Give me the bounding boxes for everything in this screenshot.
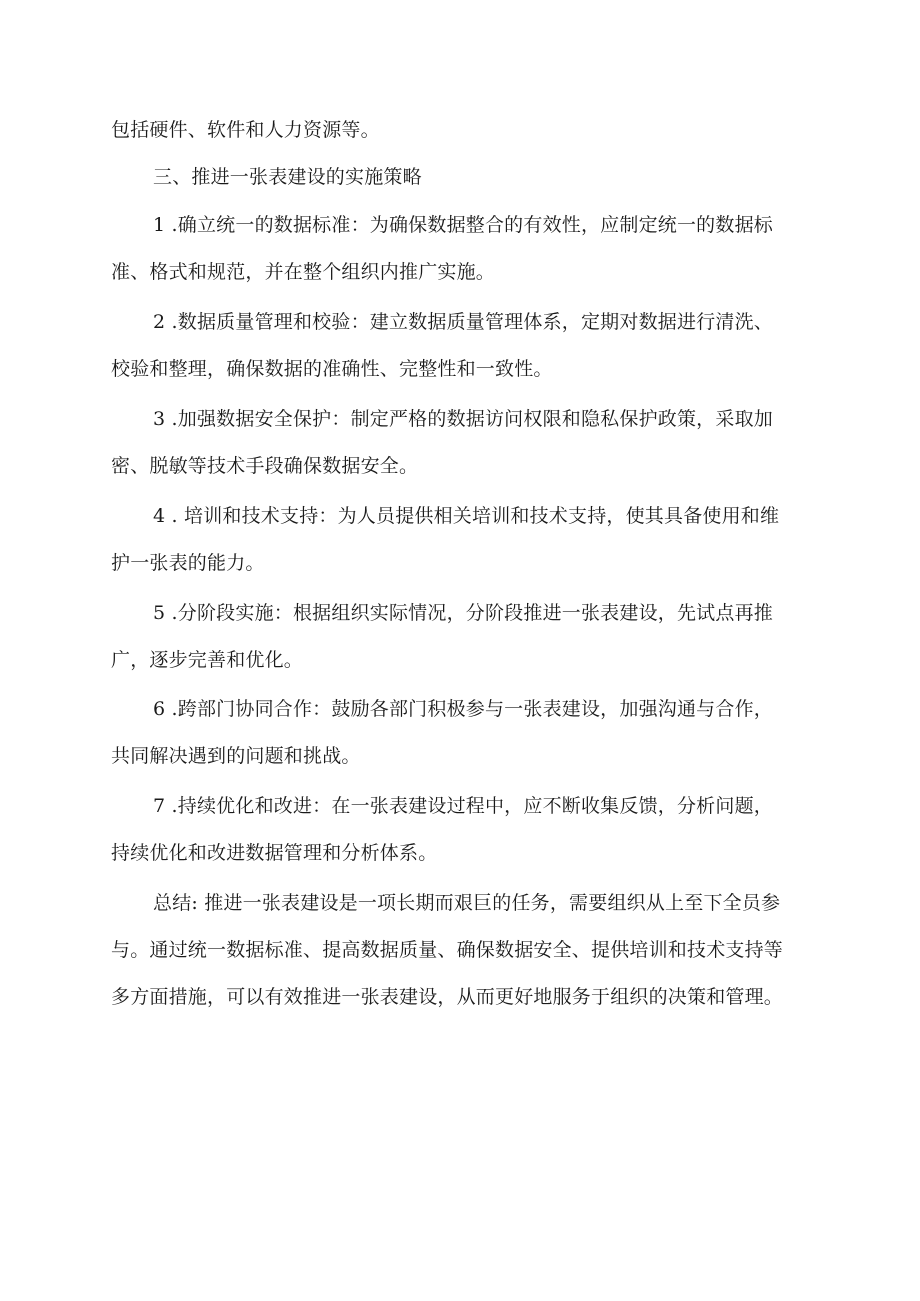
strategy-5-line-2: 广，逐步完善和优化。 <box>111 649 304 671</box>
strategy-2-line-2: 校验和整理，确保数据的准确性、完整性和一致性。 <box>111 358 553 380</box>
strategy-2-line-1: 2 .数据质量管理和校验：建立数据质量管理体系，定期对数据进行清洗、 <box>153 311 773 333</box>
summary-line-2: 与。通过统一数据标准、提高数据质量、确保数据安全、提供培训和技术支持等 <box>111 939 784 961</box>
strategy-4-line-1: 4 . 培训和技术支持：为人员提供相关培训和技术支持，使其具备使用和维 <box>153 505 780 527</box>
section-heading: 三、推进一张表建设的实施策略 <box>153 166 422 188</box>
strategy-6-line-1: 6 .跨部门协同合作：鼓励各部门积极参与一张表建设，加强沟通与合作， <box>153 698 773 720</box>
summary-line-3: 多方面措施，可以有效推进一张表建设，从而更好地服务于组织的决策和管理。 <box>111 986 784 1008</box>
strategy-7-line-1: 7 .持续优化和改进：在一张表建设过程中，应不断收集反馈，分析问题， <box>153 795 773 817</box>
strategy-6-line-2: 共同解决遇到的问题和挑战。 <box>111 745 361 767</box>
strategy-3-line-1: 3 .加强数据安全保护：制定严格的数据访问权限和隐私保护政策，采取加 <box>153 408 773 430</box>
strategy-1-line-1: 1 .确立统一的数据标准：为确保数据整合的有效性，应制定统一的数据标 <box>153 214 773 236</box>
strategy-4-line-2: 护一张表的能力。 <box>111 552 265 574</box>
strategy-5-line-1: 5 .分阶段实施：根据组织实际情况，分阶段推进一张表建设，先试点再推 <box>153 602 773 624</box>
strategy-1-line-2: 准、格式和规范，并在整个组织内推广实施。 <box>111 261 496 283</box>
summary-line-1: 总结: 推进一张表建设是一项长期而艰巨的任务，需要组织从上至下全员参 <box>153 892 781 914</box>
strategy-7-line-2: 持续优化和改进数据管理和分析体系。 <box>111 842 438 864</box>
continuation-text: 包括硬件、软件和人力资源等。 <box>111 119 380 141</box>
strategy-3-line-2: 密、脱敏等技术手段确保数据安全。 <box>111 455 419 477</box>
